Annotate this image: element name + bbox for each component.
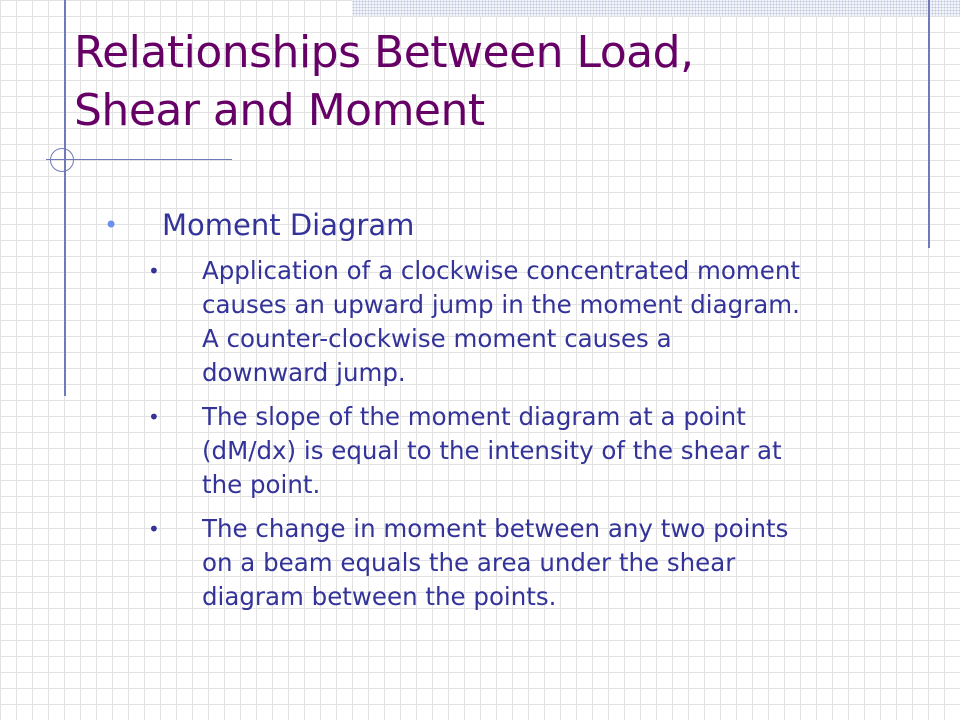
bullet-icon: •	[148, 259, 160, 283]
decorative-right-rule	[928, 0, 930, 248]
sub-bullet-list	[148, 254, 908, 624]
list-item-line: The change in moment between any two points	[202, 514, 789, 543]
decorative-ring	[50, 148, 74, 172]
list-item-line: (dM/dx) is equal to the intensity of the shear at	[202, 436, 782, 465]
list-item-line: Application of a clockwise concentrated moment	[202, 256, 800, 285]
bullet-icon: •	[148, 517, 160, 541]
bullet-icon: •	[148, 405, 160, 429]
list-item-line: causes an upward jump in the moment diagram.	[202, 290, 800, 319]
list-item-line: on a beam equals the area under the shear	[202, 548, 736, 577]
list-item-line: diagram between the points.	[202, 582, 557, 611]
list-item-text	[202, 400, 908, 502]
list-item-line: A counter-clockwise moment causes a	[202, 324, 672, 353]
list-item-text	[202, 512, 908, 614]
list-item-line: The slope of the moment diagram at a point	[202, 402, 746, 431]
heading-bullet-text: Moment Diagram	[162, 208, 415, 242]
list-item	[148, 512, 908, 614]
bullet-icon: •	[104, 211, 119, 239]
slide-title	[74, 24, 874, 140]
list-item-line: downward jump.	[202, 358, 406, 387]
decorative-dotted-bar	[352, 0, 960, 16]
list-item-line: the point.	[202, 470, 321, 499]
slide-title-line-1: Relationships Between Load,	[74, 27, 694, 78]
decorative-left-rule	[64, 0, 66, 396]
list-item	[148, 400, 908, 502]
slide-title-line-2: Shear and Moment	[74, 85, 485, 136]
list-item-text	[202, 254, 908, 390]
list-item	[148, 254, 908, 390]
